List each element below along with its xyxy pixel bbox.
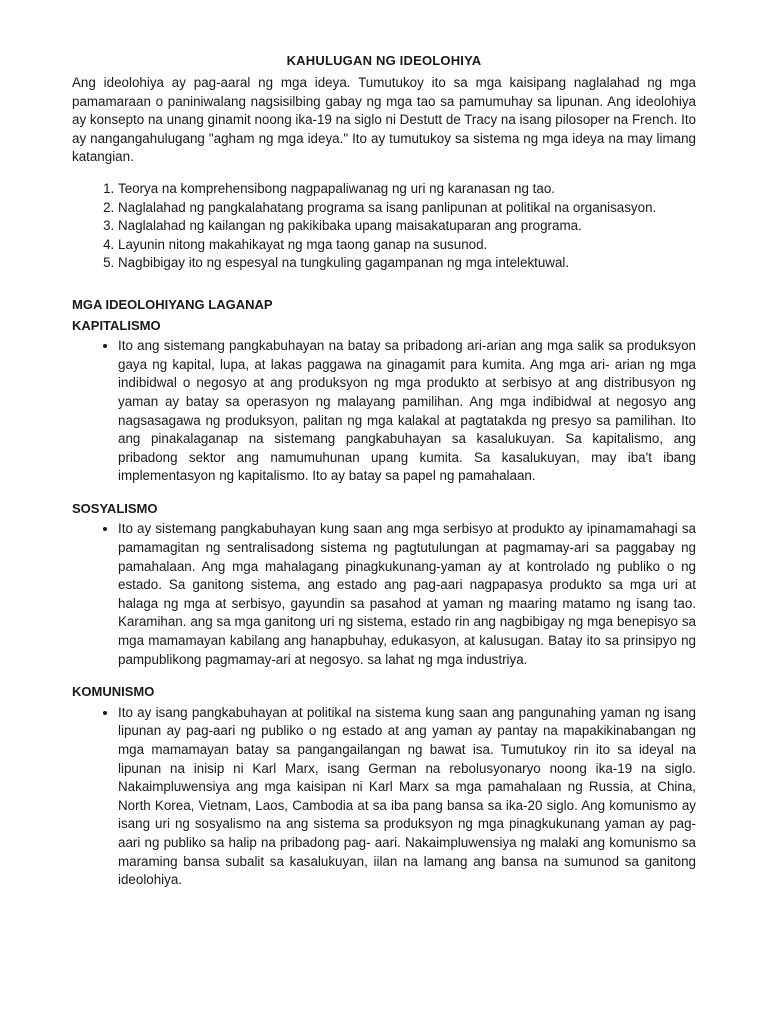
section-heading: MGA IDEOLOHIYANG LAGANAP [72,296,273,312]
list-item: 4. Layunin nitong makahikayat ng mga taong ganap na susunod. [118,236,696,255]
sosyalismo-paragraph: • Ito ay sistemang pangkabuhayan kung saan ang mga serbisyo at produkto ay ipinamamahagi sa pamamagitan ng sentralisadong sistema ng pagtutulungan at pagmamay-ari sa paggabay ng pamahalaan. Ang mga mahalagang pinagkukunang-yaman ay at kontrolado ng publiko o ng estado. Sa ganitong sistema, ang estado ang pag-aari nagpapasya produkto sa mga uri at halaga ng mga at serbisyo, gayundin sa pasahod at yaman ng maaring matamo ng isang tao. Karamihan. ang sa mga ganitong uri ng sistema, estado rin ang nagbibigay ng mga benepisyo sa mga mamamayan kabilang ang hanapbuhay, edukasyon, at kalusugan. Batay ito sa prinsipyo ng pampublikong pagmamay-ari at negosyo. sa lahat ng mga industriya. [118,520,696,669]
heading-kapitalismo: KAPITALISMO [72,317,161,333]
list-item: 1. Teorya na komprehensibong nagpapaliwanag ng uri ng karanasan ng tao. [118,180,696,199]
traits-list [72,180,696,273]
heading-komunismo: KOMUNISMO [72,684,155,700]
list-item: 2. Naglalahad ng pangkalahatang programa sa isang panlipunan at politikal na organisasyon. [118,199,696,218]
document-page [72,52,696,890]
list-item: 3. Naglalahad ng kailangan ng pakikibaka upang maisakatuparan ang programa. [118,217,696,236]
sosyalismo-list [72,520,696,669]
heading-sosyalismo: SOSYALISMO [72,500,158,516]
komunismo-list [72,704,696,890]
list-item: 5. Nagbibigay ito ng espesyal na tungkuling gagampanan ng mga intelektuwal. [118,254,696,273]
intro-paragraph: Ang ideolohiya ay pag-aaral ng mga ideya. Tumutukoy ito sa mga kaisipang naglalahad ng mga pamamaraan o paniniwalang nagsisilbing gabay ng mga tao sa pamumuhay sa lipunan. Ang ideolohiya ay konsepto na unang ginamit noong ika-19 na siglo ni Destutt de Tracy na isang pilosoper na French. Ito ay nangangahulugang "agham ng mga ideya." Ito ay tumutukoy sa sistema ng mga ideya na may limang katangian. [72,75,696,165]
page-title: KAHULUGAN NG IDEOLOHIYA [286,53,482,68]
kapitalismo-paragraph: • Ito ang sistemang pangkabuhayan na batay sa pribadong ari-arian ang mga salik sa produksyon gaya ng kapital, lupa, at lakas paggawa na ginagamit para kumita. Ang mga ari- arian ng mga indibidwal o negosyo at ang produksyon ng mga produkto at serbisyo at ang distribusyon ng yaman ay batay sa operasyon ng malayang pamilihan. Ang mga indibidwal at negosyo ang nagsasagawa ng produksyon, palitan ng mga kalakal at pagtatakda ng presyo sa pamilihan. Ito ang pinakalaganap na sistemang pangkabuhayan sa kasalukuyan. Sa kapitalismo, ang pribadong sektor ang namumuhunan upang kumita. Sa kasalukuyan, may iba't ibang implementasyon ng kapitalismo. Ito ay batay sa papel ng pamahalaan. [118,337,696,486]
komunismo-paragraph: • Ito ay isang pangkabuhayan at politikal na sistema kung saan ang pangunahing yaman ng isang lipunan ay pag-aari ng publiko o ng estado at ang yaman ay pantay na mapakikinabangan ng mga mamamayan batay sa pangangailangan ng bawat isa. Tumutukoy rin ito sa ideyal na lipunan na inisip ni Karl Marx, isang German na rebolusyonaryo noong ika-19 na siglo. Nakaimpluwensiya ang mga kaisipan ni Karl Marx sa mga pamahalaan ng Russia, at China, North Korea, Vietnam, Laos, Cambodia at sa iba pang bansa sa ika-20 siglo. Ang komunismo ay isang uri ng sosyalismo na ang sistema sa produksyon ng mga pinagkukunang yaman ay pag-aari ng publiko sa halip na pribadong pag- aari. Nakaimpluwensiya ng malaki ang komunismo sa maraming bansa subalit sa kasalukuyan, iilan na lamang ang bansa na sumunod sa ganitong ideolohiya. [118,704,696,890]
kapitalismo-list [72,337,696,486]
